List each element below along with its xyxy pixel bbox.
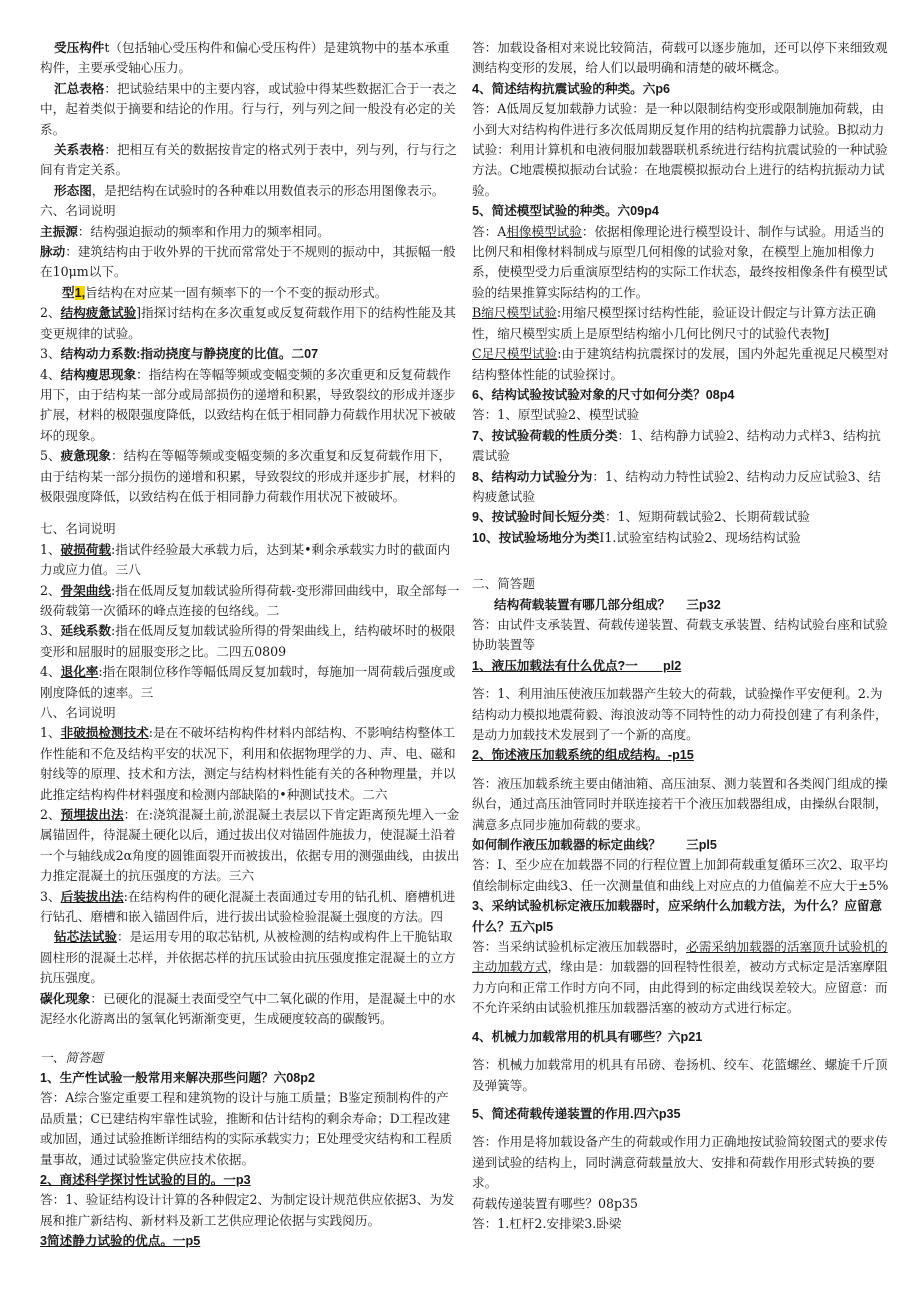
term: 退化率 (60, 665, 99, 680)
section-heading: 二、简答题 (472, 577, 535, 592)
term: 必需采纳加载器的活塞顶升试验机的主动加载方式 (472, 939, 888, 975)
answer: 答：机械力加载常用的机具有吊磅、卷扬机、绞车、花篮螺丝、螺旋千斤顶及弹簧等。 (472, 1057, 888, 1093)
paragraph (40, 283, 460, 303)
answer: 答：1.杠杆2.安排梁3.卧梁 (472, 1215, 622, 1231)
term: 结构疲惫试验 (60, 306, 137, 321)
paragraph-text: :指在低周反复加载试验所得的骨架曲线上，结构破坏时的极限变形和屈服时的屈服变形之比。二四五0809 (40, 623, 456, 659)
paragraph (40, 662, 460, 703)
paragraph-text: ：结构在等幅等频或变幅变频的多次重复和反复荷载作用下，由于结构某一部分损伤的递增和积累，导致裂纹的形成并逐步扩展，材料的极限强度降低，以致结构在低于相同静力荷载作用状况下被破坏。 (40, 448, 456, 504)
item-number: 3、 (40, 888, 61, 904)
paragraph-text: ：指结构在等幅等频或变幅变频的多次重更和反复荷载作用下，由于结构某一部分或局部损伤的递增和积累，导致裂纹的形成并逐步扩展，材料的极限强度降低，以致结构在低于相同静力荷载作用状况下被破坏的现象。 (40, 366, 456, 443)
term: 疲惫现象 (60, 449, 111, 464)
answer: 答：加载设备相对来说比较简洁，荷载可以逐步施加，还可以停下来细致观测结构变形的发展，给人们以最明确和清楚的破坏概念。 (472, 40, 888, 76)
term: 7、按试验荷载的性质分类 (472, 428, 618, 443)
paragraph (40, 723, 460, 805)
question: 3、采纳试验机标定液压加载器时，应采纳什么加载方法，为什么？应留意什么？五六pl5 (472, 899, 883, 934)
left-column (40, 38, 460, 1252)
paragraph (40, 79, 460, 140)
term: 形态图 (54, 183, 92, 198)
item-number: 4、 (40, 366, 61, 382)
paragraph-text: ]指探讨结构在多次重复或反复荷载作用下的结构性能及其变更规律的试验。 (40, 305, 456, 341)
paragraph-text: 二07 (291, 347, 319, 362)
paragraph (40, 365, 460, 447)
item-number: 答：当采纳试验机标定液压加载器时， (472, 939, 687, 955)
answer (472, 222, 892, 304)
term: 9、按试验时间长短分类 (472, 510, 605, 525)
paragraph (40, 927, 460, 988)
answer: 答：I、至少应在加载器不同的行程位置上加卸荷载重复循环三次2、取平均值绘制标定曲线3、任一次测量值和曲线上对应点的力值偏差不应大于±5% (472, 857, 889, 893)
paragraph (40, 303, 460, 344)
question: 4、机械力加载常用的机具有哪些？六p21 (472, 1029, 703, 1044)
question: 结构荷载装置有哪几部分组成？ 三p32 (494, 597, 721, 612)
paragraph (40, 38, 460, 79)
paragraph-text: ：结构强迫振动的频率和作用力的频率相同。 (77, 223, 330, 239)
paragraph-text: t（包括轴心受压构件和偏心受压构件）是建筑物中的基本承重构件，主要承受轴心压力。 (40, 40, 450, 76)
question: 3简述静力试验的优点。一p5 (40, 1234, 201, 1249)
question: 1、液压加载法有什么优点?一 pl2 (472, 658, 682, 673)
answer: 答：1、验证结构设计计算的各种假定2、为制定设计规范供应依据3、为发展和推广新结构、新材料及新工艺供应理论依据与实践阅历。 (40, 1192, 455, 1228)
item-number: 答：A (472, 223, 507, 239)
section-heading: 七、名词说明 (40, 522, 116, 537)
item-number: 4、 (40, 664, 61, 680)
answer (472, 344, 892, 385)
paragraph-text: ：在:浇筑混凝土前,淤混凝土表层以下肯定距离预先埋入一金属锚固件，待混凝土硬化以后，通过拔出仪对锚固件施拔力，使混凝土沿着一个与轴线成2α角度的圆锥面裂开而被拔出，依据专用的测强曲线，由拔出力推定混凝土的抗压强度的方法。三六 (40, 807, 460, 884)
paragraph (40, 222, 460, 242)
paragraph-text: ：把试验结果中的主要内容，或试验中得某些数据汇合于一表之中，起着类似于摘要和结论的作用。行与行，列与列之间一般没有必定的关系。 (40, 80, 457, 137)
paragraph (40, 344, 460, 364)
answer: 答：1、原型试验2、模型试验 (472, 407, 640, 423)
paragraph (40, 446, 460, 507)
term: 非破损检测技术 (60, 726, 149, 741)
paragraph-text: ，是把结构在试验时的各种难以用数值表示的形态用图像表示。 (91, 182, 445, 198)
right-column (472, 38, 892, 1234)
paragraph-text: ：建筑结构由于收外界的干扰而常常处于不规则的振动中，其振幅一般在10μm以下。 (40, 244, 456, 280)
paragraph-text: ：1、结构动力特性试验2、结构动力反应试验3、结构疲惫试验 (472, 468, 881, 504)
paragraph (40, 140, 460, 181)
highlight-mark: 1, (74, 285, 86, 300)
section-heading: 八、名词说明 (40, 706, 116, 720)
paragraph-text: ：已硬化的混凝土表面受空气中二氧化碳的作用，是混凝土中的水泥经水化游离出的氢氧化钙渐渐变更，生成硬度较高的碳酸钙。 (40, 990, 456, 1027)
item-number: 5、 (40, 448, 61, 464)
term: 延线系数 (60, 624, 111, 639)
paragraph-text: :指在低周反复加载试验所得荷载-变形滞回曲线中，取全部每一级荷载第一次循环的峰点连接的包络线。二 (40, 582, 460, 618)
paragraph-text: ：1、短期荷载试验2、长期荷载试验 (604, 509, 810, 525)
paragraph-text: :用缩尺模型探讨结构性能，验证设计假定与计算方法正确性，缩尺模型实质上是原型结构缩小几何比例尺寸的试验代表物J (472, 305, 876, 341)
item-number: 2、 (40, 807, 61, 823)
answer: 答：A低周反复加载静力试验：是一种以限制结构变形或限制施加荷载，由小到大对结构构件进行多次低周期反复作用的结构抗震静力试验。B拟动力试验：利用计算机和电液伺服加载器联机系统进行结构抗震试验的一种试验方法。C地震模拟振动台试验：在地震模拟振动台上进行的结构抗振动力试验。 (472, 101, 888, 198)
term: 主振源 (40, 224, 78, 239)
paragraph (472, 467, 892, 508)
term: 破损荷载 (60, 542, 111, 557)
term: 缩尺模型试验 (481, 305, 557, 321)
paragraph-text: ，缘由是：加载器的回程特性很差，被动方式标定是活塞摩阻力方向和正常工作时方向不同，由此得到的标定曲线误差较大。应留意：而不允许采纳由试验机推压加载器活塞的被动方式进行标定。 (472, 959, 888, 1016)
term: 足尺模型试验 (481, 346, 558, 362)
answer: 答：作用是将加载设备产生的荷载或作用力正确地按试验简较图式的要求传递到试验的结构上，同时满意荷载量放大、安排和荷载作用形式转换的要求。 (472, 1134, 888, 1191)
paragraph-text: :是在不破坏结构构件材料内部结构、不影响结构整体工作性能和不危及结构平安的状况下，利用和依据物理学的力、声、电、磁和射线等的原理、技术和方法，测定与结构材料性能有关的各种物理量，并以此推定结构构件材料强度和检测内部缺陷的•种测试技术。二六 (40, 725, 456, 802)
paragraph-text: ：依据相像理论进行模型设计、制作与试验。用适当的比例尺和相像材料制成与原型几何相像的试验对象，在模型上施加相像力系，使模型受力后重演原型结构的实际工作状态，最终按相像条件有模型试验的结果推算实际结构的工作。 (472, 223, 888, 300)
question: 如何制作液压加载器的标定曲线？ 三pl5 (472, 838, 717, 853)
question: 荷载传递装置有哪些？08p35 (472, 1195, 639, 1211)
answer (472, 937, 892, 1019)
item-number: 2、 (40, 582, 61, 598)
item-number: 1、 (40, 541, 61, 557)
term: 汇总表格 (54, 81, 105, 96)
item-number: 1、 (40, 725, 61, 741)
term: 预埋拔出法 (60, 808, 124, 823)
term: 钻芯法试验 (54, 930, 117, 945)
term: 脉动 (40, 245, 66, 260)
paragraph (472, 426, 892, 467)
paragraph-text: I1.试验室结构试验2、现场结构试验 (599, 529, 801, 545)
item-number: 3、 (40, 623, 61, 639)
term: 骨架曲线 (60, 583, 111, 598)
paragraph-text: 旨结构在对应某一固有频率下的一个不变的振动形式。 (85, 284, 388, 300)
paragraph-text: ：是运用专用的取芯钻机, 从被检测的结构或构件上干脆钻取圆柱形的混凝土芯样，并依据芯样的抗压试验由抗压强度推定混凝土的立方抗压强度。 (40, 929, 456, 986)
answer: 答：1、利用油压使液压加载器产生较大的荷载，试验操作平安便利。2.为结构动力模拟地震荷毅、海浪波动等不同特性的动力荷投创建了有利条件，是动力加载技术发展到了一个新的高度。 (472, 686, 888, 742)
term: 10、按试验场地分为类 (472, 530, 600, 545)
answer (472, 303, 892, 344)
paragraph-text: :由于建筑结构抗震探讨的发展，国内外起先重视足尺模型对结构整体性能的试验探讨。 (472, 346, 889, 382)
question: 5、简述模型试验的种类。六09p4 (472, 204, 659, 219)
answer: 答：液压加载系统主要由储油箱、高压油泵、测力装置和各类阀门组成的操纵台，通过高压油管同时并联连接若干个液压加载器组成，由操纵台限制，满意多点同步施加荷载的要求。 (472, 775, 888, 832)
term: 后装拔出法 (60, 889, 124, 904)
term: 结构动力系数:指动挠度与静挠度的比值。 (60, 347, 292, 362)
question: 6、结构试验按试验对象的尺寸如何分类？08p4 (472, 387, 735, 402)
paragraph-text: ：把相互有关的数据按肯定的格式列于表中，列与列，行与行之间有肯定关系。 (40, 142, 457, 178)
paragraph-text: ：1、结构静力试验2、结构动力式样3、结构抗震试验 (472, 427, 881, 464)
term: 型 (62, 285, 75, 300)
term: 相像模型试验 (506, 223, 582, 239)
item-number: B (472, 305, 482, 321)
term: 结构瘦思现象 (60, 367, 137, 382)
item-number: 2、 (40, 305, 61, 321)
paragraph-text: :在结构构件的硬化混凝土表面通过专用的钻孔机、磨槽机进行钻孔、磨槽和嵌入锚固件后，进行拔出试验检验混凝土强度的方法。四 (40, 888, 456, 925)
paragraph (472, 528, 892, 548)
answer: 答：由试件支承装置、荷载传递装置、荷载支承装置、结构试验台座和试验协助装置等 (472, 616, 888, 653)
answer: 答：A综合鉴定重要工程和建筑物的设计与施工质量；B鉴定预制构件的产品质量；C已建结构牢靠性试验，推断和估计结构的剩余寿命；D工程改建或加固，通过试验推断详细结构的实际承载实力；E处理受灾结构和工程质量事故，通过试验鉴定供应技术依据。 (40, 1090, 453, 1167)
section-heading: 六、名词说明 (40, 204, 116, 219)
term: 关系表格 (54, 143, 105, 158)
question: 2、饰述液压加载系统的组成结构。-p15 (472, 748, 694, 763)
term: 碳化现象 (40, 991, 91, 1006)
paragraph (40, 581, 460, 622)
term: 受压构件 (54, 41, 105, 55)
paragraph (40, 242, 460, 283)
question: 5、简述荷载传递装置的作用.四六p35 (472, 1106, 681, 1121)
paragraph-text: :指试件经验最大承载力后，达到某•剩余承载实力时的截面内力或应力值。三八 (40, 541, 451, 578)
paragraph-text: :指在限制位移作等幅低周反复加载时，每施加一周荷载后强度或刚度降低的速率。三 (40, 664, 456, 700)
item-number: C (472, 346, 482, 362)
paragraph (40, 181, 460, 201)
paragraph (40, 989, 460, 1030)
section-heading: 一、简答题 (40, 1050, 103, 1065)
paragraph (472, 507, 892, 527)
item-number: 3、 (40, 346, 61, 362)
term: 8、结构动力试验分为 (472, 469, 593, 484)
question: 2、商述科学探讨性试验的目的。一p3 (40, 1172, 251, 1187)
paragraph (40, 621, 460, 662)
paragraph (40, 887, 460, 928)
question: 4、简述结构抗震试验的种类。六p6 (472, 81, 671, 96)
paragraph (40, 540, 460, 581)
paragraph (40, 805, 460, 887)
question: 1、生产性试验一般常用来解决那些问题？六08p2 (40, 1070, 315, 1085)
